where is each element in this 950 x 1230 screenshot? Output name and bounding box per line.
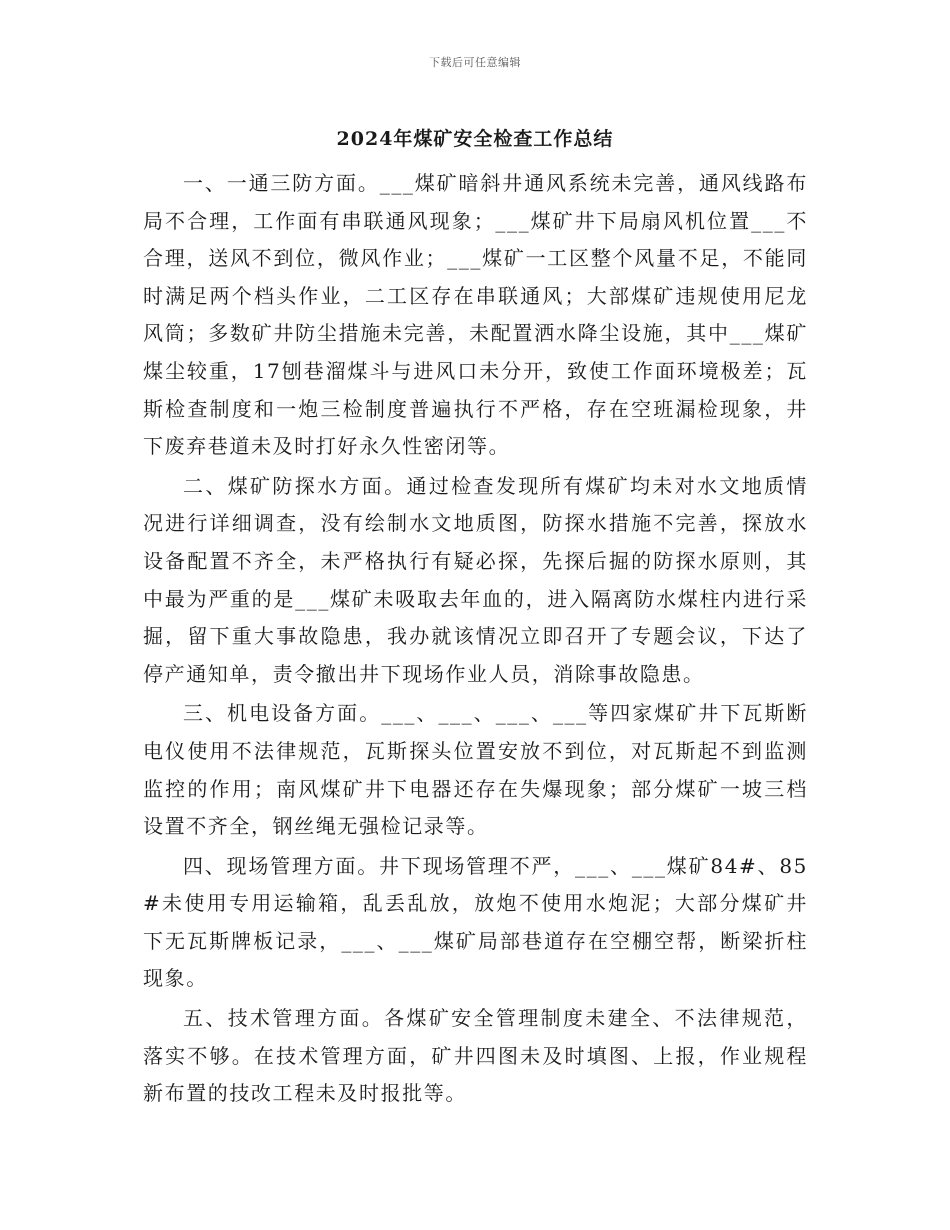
document-body (143, 165, 808, 1115)
paragraph-water-prevention: 二、煤矿防探水方面。通过检查发现所有煤矿均未对水文地质情况进行详细调查，没有绘制水文地质图，防探水措施不完善，探放水设备配置不齐全，未严格执行有疑必探，先探后掘的防探水原则，其中最为严重的是___煤矿未吸取去年血的，进入隔离防水煤柱内进行采掘，留下重大事故隐患，我办就该情况立即召开了专题会议，下达了停产通知单，责令撤出井下现场作业人员，消除事故隐患。 (143, 473, 808, 686)
paragraph-electromechanical: 三、机电设备方面。___、___、___、___等四家煤矿井下瓦斯断电仪使用不法律规范，瓦斯探头位置安放不到位，对瓦斯起不到监测监控的作用；南风煤矿井下电器还存在失爆现象；部分煤矿一坡三档设置不齐全，钢丝绳无强检记录等。 (143, 701, 808, 839)
paragraph-site-management: 四、现场管理方面。井下现场管理不严，___、___煤矿84#、85#未使用专用运输箱，乱丢乱放，放炮不使用水炮泥；大部分煤矿井下无瓦斯牌板记录，___、___煤矿局部巷道存在空棚空帮，断梁折柱现象。 (143, 853, 808, 991)
document-title: 2024年煤矿安全检查工作总结 (336, 128, 614, 150)
paragraph-technical-management: 五、技术管理方面。各煤矿安全管理制度未建全、不法律规范，落实不够。在技术管理方面，矿井四图未及时填图、上报，作业规程新布置的技改工程未及时报批等。 (143, 1006, 808, 1106)
header-note: 下载后可任意编辑 (429, 56, 521, 69)
paragraph-ventilation: 一、一通三防方面。___煤矿暗斜井通风系统未完善，通风线路布局不合理，工作面有串联通风现象；___煤矿井下局扇风机位置___不合理，送风不到位，微风作业；___煤矿一工区整个风量不足，不能同时满足两个档头作业，二工区存在串联通风；大部煤矿违规使用尼龙风筒；多数矿井防尘措施未完善，未配置洒水降尘设施，其中___煤矿煤尘较重，17刨巷溜煤斗与进风口未分开，致使工作面环境极差；瓦斯检查制度和一炮三检制度普遍执行不严格，存在空班漏检现象，井下废弃巷道未及时打好永久性密闭等。 (143, 171, 808, 459)
